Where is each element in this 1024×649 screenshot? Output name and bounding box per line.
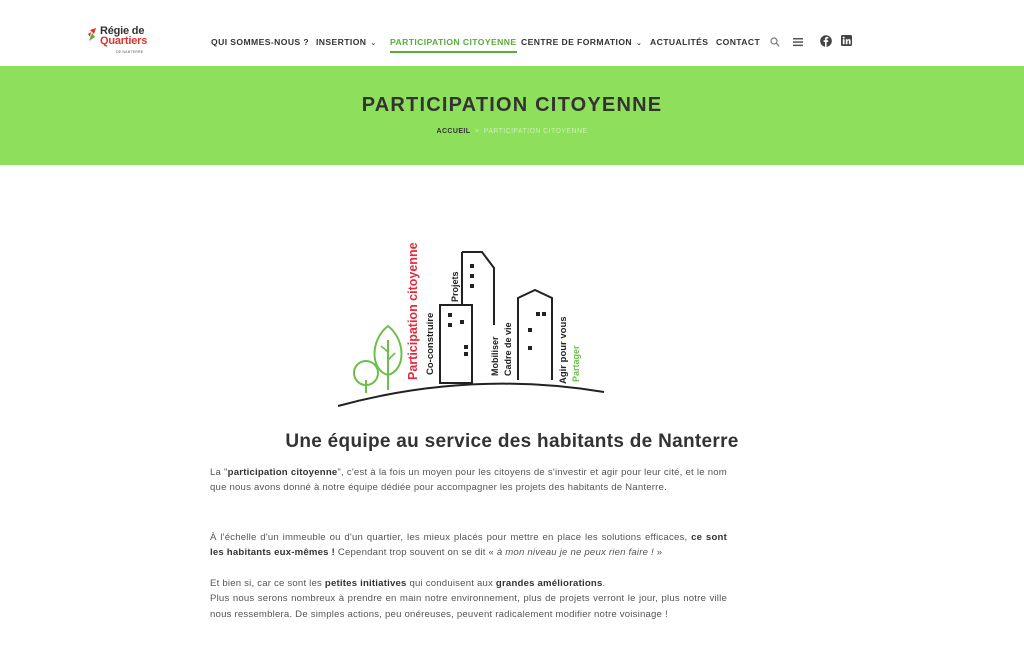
logo-text-line2: Quartiers — [100, 35, 148, 47]
chevron-down-icon: ⌄ — [636, 40, 643, 47]
nav-label: ACTUALITÉS — [650, 37, 709, 47]
site-header — [0, 0, 1024, 66]
chevron-down-icon: ⌄ — [370, 40, 377, 47]
word-co-construire: Co-construire — [425, 312, 436, 375]
section-heading: Une équipe au service des habitants de Nanterre — [285, 431, 739, 452]
breadcrumb — [0, 128, 1024, 135]
breadcrumb-current: PARTICIPATION CITOYENNE — [483, 128, 588, 135]
nav-item-qui-sommes-nous[interactable] — [211, 37, 309, 48]
nav-label: PARTICIPATION CITOYENNE — [390, 37, 517, 47]
logo-leaf-icon — [88, 28, 98, 42]
bold-text: petites initiatives — [324, 578, 407, 589]
text-segment: Plus nous serons nombreux à prendre en main notre environnement, plus de projets verront le jour, plus notre ville nous ressemblera. De simples actions, peu onéreuses, peuvent radicalement modifier notre voisinage ! — [210, 593, 727, 620]
nav-label: CENTRE DE FORMATION — [521, 37, 633, 47]
text-segment: Cependant trop souvent on se dit « — [334, 547, 497, 559]
nav-item-insertion[interactable] — [316, 37, 377, 49]
facebook-icon[interactable] — [820, 35, 832, 47]
nav-item-centre-de-formation[interactable] — [521, 37, 642, 49]
menu-icon[interactable] — [793, 37, 803, 47]
nav-item-participation-citoyenne[interactable] — [390, 37, 517, 48]
logo-text-line3: DE NANTERRE — [116, 50, 144, 54]
word-cadre-de-vie: Cadre de vie — [503, 322, 513, 376]
bold-text: grandes améliorations — [495, 578, 603, 589]
linkedin-icon[interactable] — [841, 35, 852, 46]
site-logo[interactable] — [88, 24, 150, 62]
page-banner — [0, 66, 1024, 165]
nav-label: QUI SOMMES-NOUS ? — [211, 37, 309, 47]
italic-text: à mon niveau je ne peux rien faire ! — [496, 547, 654, 559]
word-participation-citoyenne: Participation citoyenne — [406, 242, 420, 380]
breadcrumb-home-link[interactable]: ACCUEIL — [436, 128, 471, 135]
text-segment: La " — [210, 467, 228, 478]
nav-label: INSERTION — [316, 37, 367, 47]
text-segment: . — [602, 578, 606, 589]
text-segment: À l'échelle d'un immeuble ou d'un quartier, les mieux placés pour mettre en place les solutions efficaces, — [210, 532, 692, 543]
word-projets: Projets — [450, 271, 460, 302]
nav-item-contact[interactable] — [716, 37, 760, 48]
nav-item-actualites[interactable] — [650, 37, 708, 48]
word-agir-pour-vous: Agir pour vous — [558, 316, 569, 384]
search-icon[interactable] — [770, 37, 780, 47]
paragraph-intro — [210, 465, 727, 496]
participation-illustration — [330, 230, 610, 410]
word-partager: Partager — [571, 345, 581, 382]
page-title: PARTICIPATION CITOYENNE — [361, 94, 663, 116]
text-segment: » — [653, 547, 663, 559]
text-segment: qui conduisent aux — [406, 578, 496, 589]
logo-text-line1: Régie de — [100, 25, 145, 37]
breadcrumb-separator: > — [474, 128, 480, 135]
paragraph-small-initiatives — [210, 576, 727, 622]
bold-text: ce sont les habitants eux-mêmes ! — [210, 532, 727, 559]
text-segment: ", c'est à la fois un moyen pour les citoyens de s'investir et agir pour leur cité, et le nom que nous avons donné à notre équipe dédiée pour accompagner les projets des habitants de Nanterre. — [210, 467, 727, 494]
active-underline — [390, 51, 517, 53]
word-mobiliser: Mobiliser — [490, 336, 500, 376]
paragraph-local-solutions — [210, 530, 727, 561]
bold-text: participation citoyenne — [227, 467, 338, 478]
nav-label: CONTACT — [716, 37, 761, 47]
text-segment: Et bien si, car ce sont les — [210, 578, 325, 589]
